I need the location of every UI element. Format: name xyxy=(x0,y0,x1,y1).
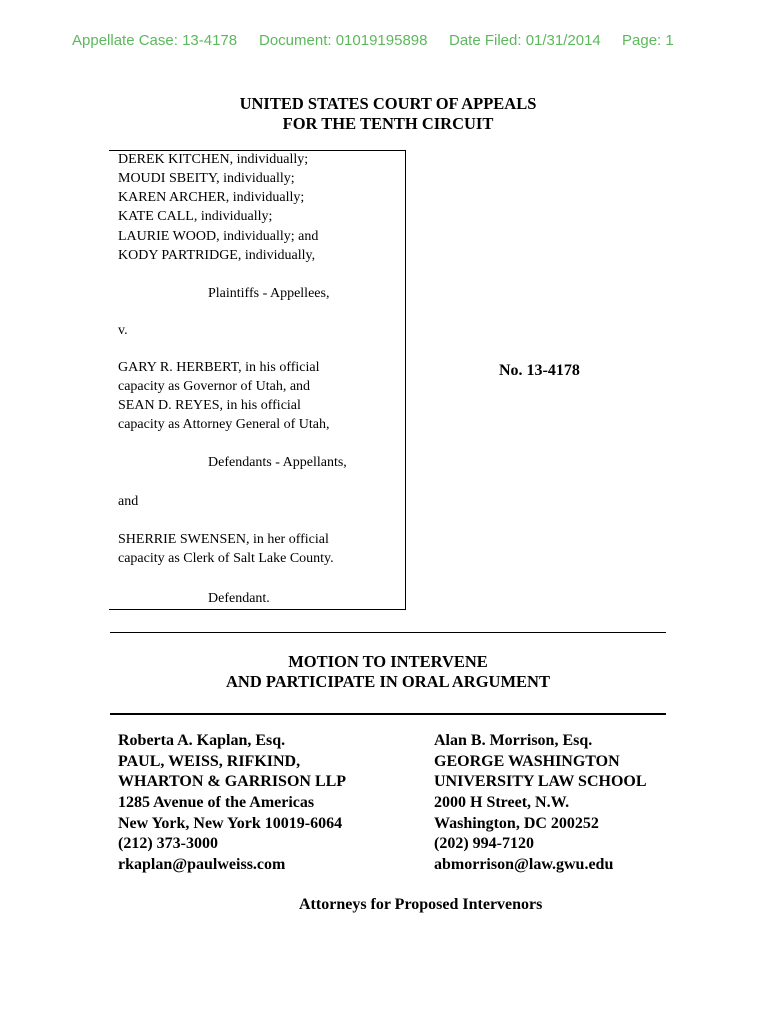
address-line: New York, New York 10019-6064 xyxy=(118,814,343,832)
attorney-block-right xyxy=(434,731,647,876)
court-circuit: FOR THE TENTH CIRCUIT xyxy=(282,114,494,133)
firm-name-line: PAUL, WEISS, RIFKIND, xyxy=(118,752,301,770)
defendant-line: capacity as Attorney General of Utah, xyxy=(118,417,330,432)
defendant-line: capacity as Governor of Utah, and xyxy=(118,379,311,394)
school-name-line: UNIVERSITY LAW SCHOOL xyxy=(434,773,647,791)
plaintiff-line: KATE CALL, individually; xyxy=(118,209,273,224)
case-number: No. 13-4178 xyxy=(499,362,580,379)
school-name-line: GEORGE WASHINGTON xyxy=(434,752,620,770)
attorney-name: Alan B. Morrison, Esq. xyxy=(434,732,593,749)
divider-rule xyxy=(110,713,666,715)
document-number-stamp: Document: 01019195898 xyxy=(259,32,428,49)
and-label: and xyxy=(118,494,139,509)
clerk-defendant-line: SHERRIE SWENSEN, in her official xyxy=(118,532,329,547)
motion-title xyxy=(110,652,666,692)
page-number-stamp: Page: 1 xyxy=(622,32,674,49)
motion-title-line: MOTION TO INTERVENE xyxy=(288,652,488,671)
versus-label: v. xyxy=(118,323,128,338)
email-address: abmorrison@law.gwu.edu xyxy=(434,856,614,874)
date-filed-stamp: Date Filed: 01/31/2014 xyxy=(449,32,601,49)
divider-rule xyxy=(110,632,666,633)
clerk-defendant-line: capacity as Clerk of Salt Lake County. xyxy=(118,551,334,566)
plaintiff-line: DEREK KITCHEN, individually; xyxy=(118,152,309,167)
defendant-line: GARY R. HERBERT, in his official xyxy=(118,360,320,375)
email-address: rkaplan@paulweiss.com xyxy=(118,856,286,874)
appellate-case-stamp: Appellate Case: 13-4178 xyxy=(72,32,238,49)
address-line: 1285 Avenue of the Americas xyxy=(118,794,315,812)
court-name: UNITED STATES COURT OF APPEALS xyxy=(239,94,537,113)
defendant-role: Defendant. xyxy=(208,591,270,606)
firm-name-line: WHARTON & GARRISON LLP xyxy=(118,773,347,791)
plaintiff-line: LAURIE WOOD, individually; and xyxy=(118,229,319,244)
address-line: Washington, DC 200252 xyxy=(434,814,599,832)
attorney-name: Roberta A. Kaplan, Esq. xyxy=(118,732,286,749)
defendant-line: SEAN D. REYES, in his official xyxy=(118,398,301,413)
defendants-role: Defendants - Appellants, xyxy=(208,455,347,470)
plaintiff-line: KODY PARTRIDGE, individually, xyxy=(118,248,316,263)
motion-title-line: AND PARTICIPATE IN ORAL ARGUMENT xyxy=(226,672,550,691)
phone-number: (212) 373-3000 xyxy=(118,835,218,853)
court-heading xyxy=(110,94,666,134)
filing-stamp-header xyxy=(72,32,712,54)
attorneys-for-label: Attorneys for Proposed Intervenors xyxy=(299,896,543,913)
plaintiffs-role: Plaintiffs - Appellees, xyxy=(208,286,330,301)
phone-number: (202) 994-7120 xyxy=(434,835,534,853)
address-line: 2000 H Street, N.W. xyxy=(434,794,570,812)
plaintiff-line: MOUDI SBEITY, individually; xyxy=(118,171,295,186)
plaintiff-line: KAREN ARCHER, individually; xyxy=(118,190,305,205)
attorney-block-left xyxy=(118,731,346,876)
